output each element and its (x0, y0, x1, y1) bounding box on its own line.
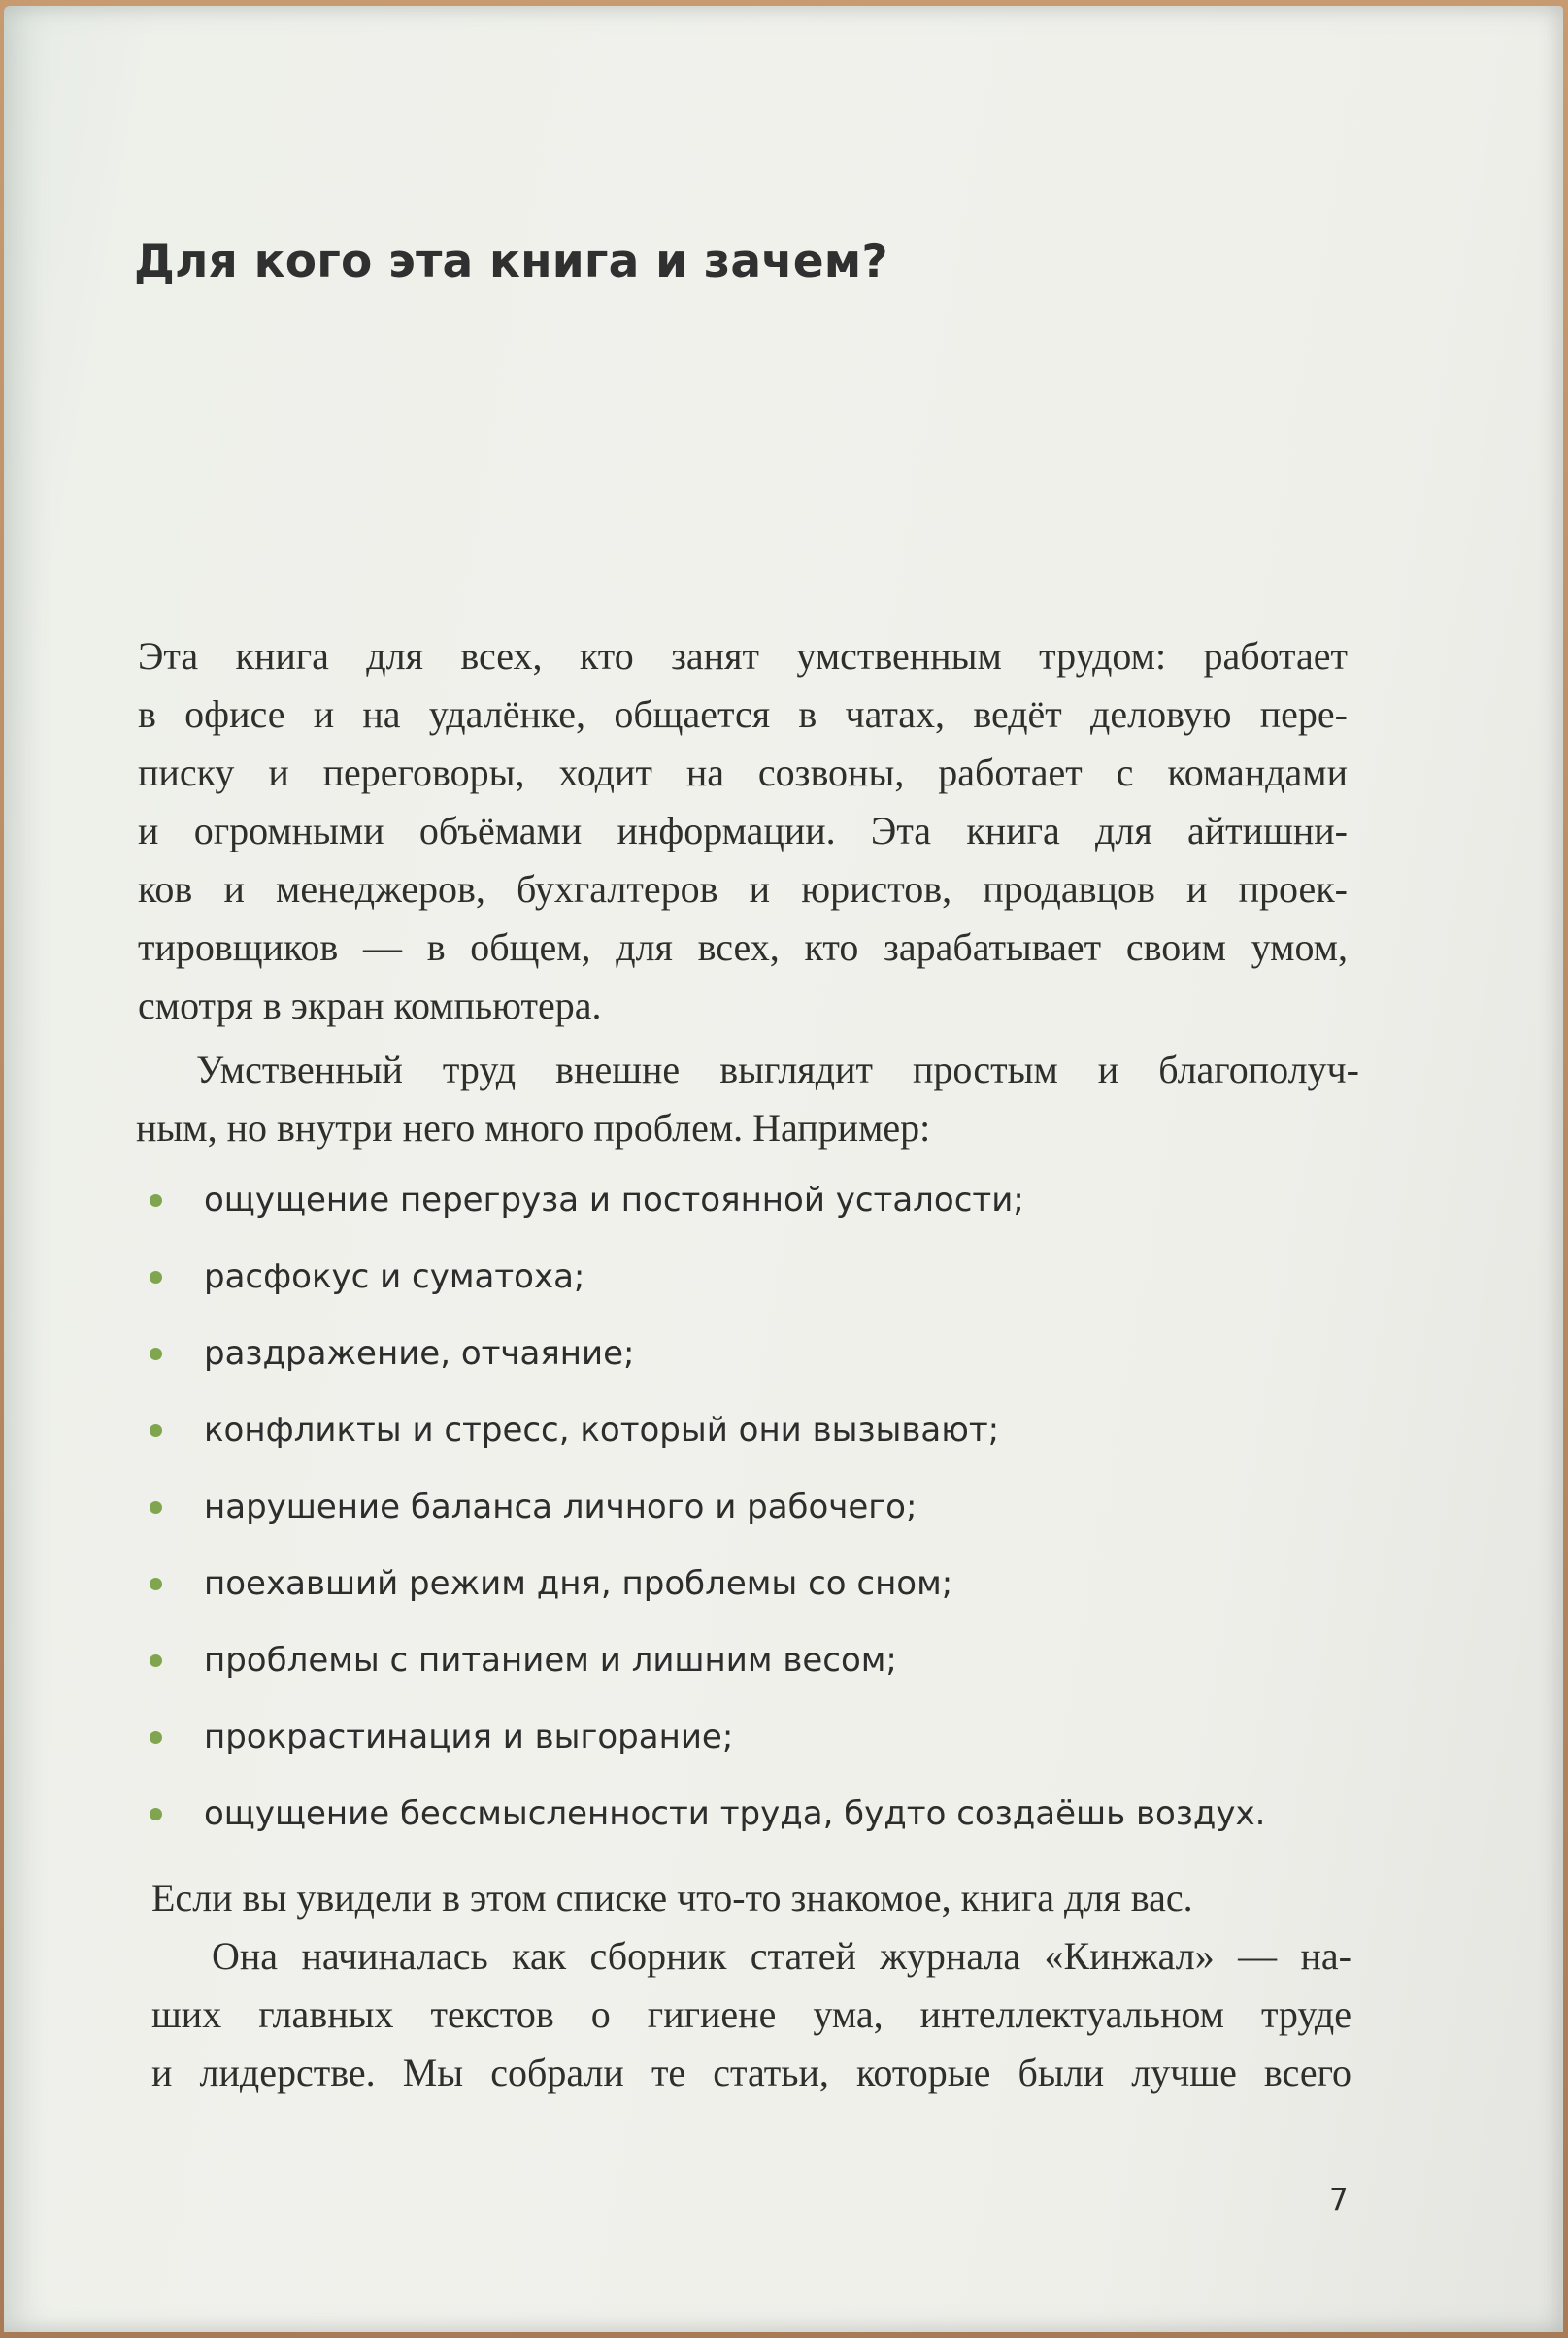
list-item (150, 1559, 1363, 1636)
list-item (150, 1713, 1363, 1789)
list-item (150, 1176, 1363, 1252)
text-line: тировщиков — в общем, для всех, кто зарабатывает своим умом, (138, 925, 1348, 969)
text-line: и лидерстве. Мы собрали те статьи, которые были лучше всего (151, 2051, 1351, 2094)
text-line: ших главных текстов о гигиене ума, интеллектуальном труде (151, 1992, 1351, 2036)
text-line: и огромными объёмами информации. Эта книга для айтишни- (138, 809, 1348, 852)
text-line: писку и переговоры, ходит на созвоны, работает с командами (138, 751, 1348, 794)
bullet-dot-icon (150, 1654, 162, 1667)
book-page (4, 6, 1563, 2332)
problems-list (150, 1176, 1363, 1866)
paragraph-conclusion (151, 1869, 1351, 1927)
chapter-heading: Для кого эта книга и зачем? (134, 235, 888, 288)
list-item (150, 1406, 1363, 1483)
text-line: Умственный труд внешне выглядит простым и благополуч- (196, 1048, 1359, 1091)
list-item-label: прокрастинация и выгорание; (204, 1718, 734, 1756)
paragraph-origin (151, 1927, 1351, 2102)
text-line: Если вы увидели в этом списке что-то знакомое, книга для вас. (151, 1876, 1193, 1920)
text-line: в офисе и на удалёнке, общается в чатах, ведёт деловую пере- (138, 692, 1348, 736)
bullet-dot-icon (150, 1501, 162, 1514)
paragraph-problems-intro (136, 1041, 1359, 1157)
bullet-dot-icon (150, 1731, 162, 1744)
list-item-label: ощущение бессмысленности труда, будто создаёшь воздух. (204, 1794, 1266, 1833)
list-item-label: проблемы с питанием и лишним весом; (204, 1641, 897, 1680)
list-item (150, 1636, 1363, 1713)
list-item-label: расфокус и суматоха; (204, 1257, 585, 1296)
text-line: Эта книга для всех, кто занят умственным трудом: работает (138, 634, 1348, 678)
list-item-label: нарушение баланса личного и рабочего; (204, 1487, 917, 1526)
list-item-label: ощущение перегруза и постоянной усталости; (204, 1181, 1024, 1219)
list-item (150, 1329, 1363, 1406)
bullet-dot-icon (150, 1578, 162, 1590)
text-line: Она начиналась как сборник статей журнала «Кинжал» — на- (212, 1934, 1351, 1978)
list-item (150, 1789, 1363, 1866)
list-item-label: поехавший режим дня, проблемы со сном; (204, 1564, 953, 1603)
text-line: ным, но внутри него много проблем. Например: (136, 1106, 931, 1150)
text-line: смотря в экран компьютера. (138, 984, 602, 1027)
bullet-dot-icon (150, 1271, 162, 1284)
page-number: 7 (1329, 2183, 1349, 2218)
list-item-label: конфликты и стресс, который они вызывают; (204, 1411, 1000, 1450)
paragraph-intro (138, 627, 1348, 1035)
list-item-label: раздражение, отчаяние; (204, 1334, 635, 1373)
text-line: ков и менеджеров, бухгалтеров и юристов, продавцов и проек- (138, 867, 1348, 911)
list-item (150, 1252, 1363, 1329)
bullet-dot-icon (150, 1348, 162, 1360)
list-item (150, 1483, 1363, 1559)
bullet-dot-icon (150, 1194, 162, 1207)
bullet-dot-icon (150, 1808, 162, 1820)
bullet-dot-icon (150, 1424, 162, 1437)
